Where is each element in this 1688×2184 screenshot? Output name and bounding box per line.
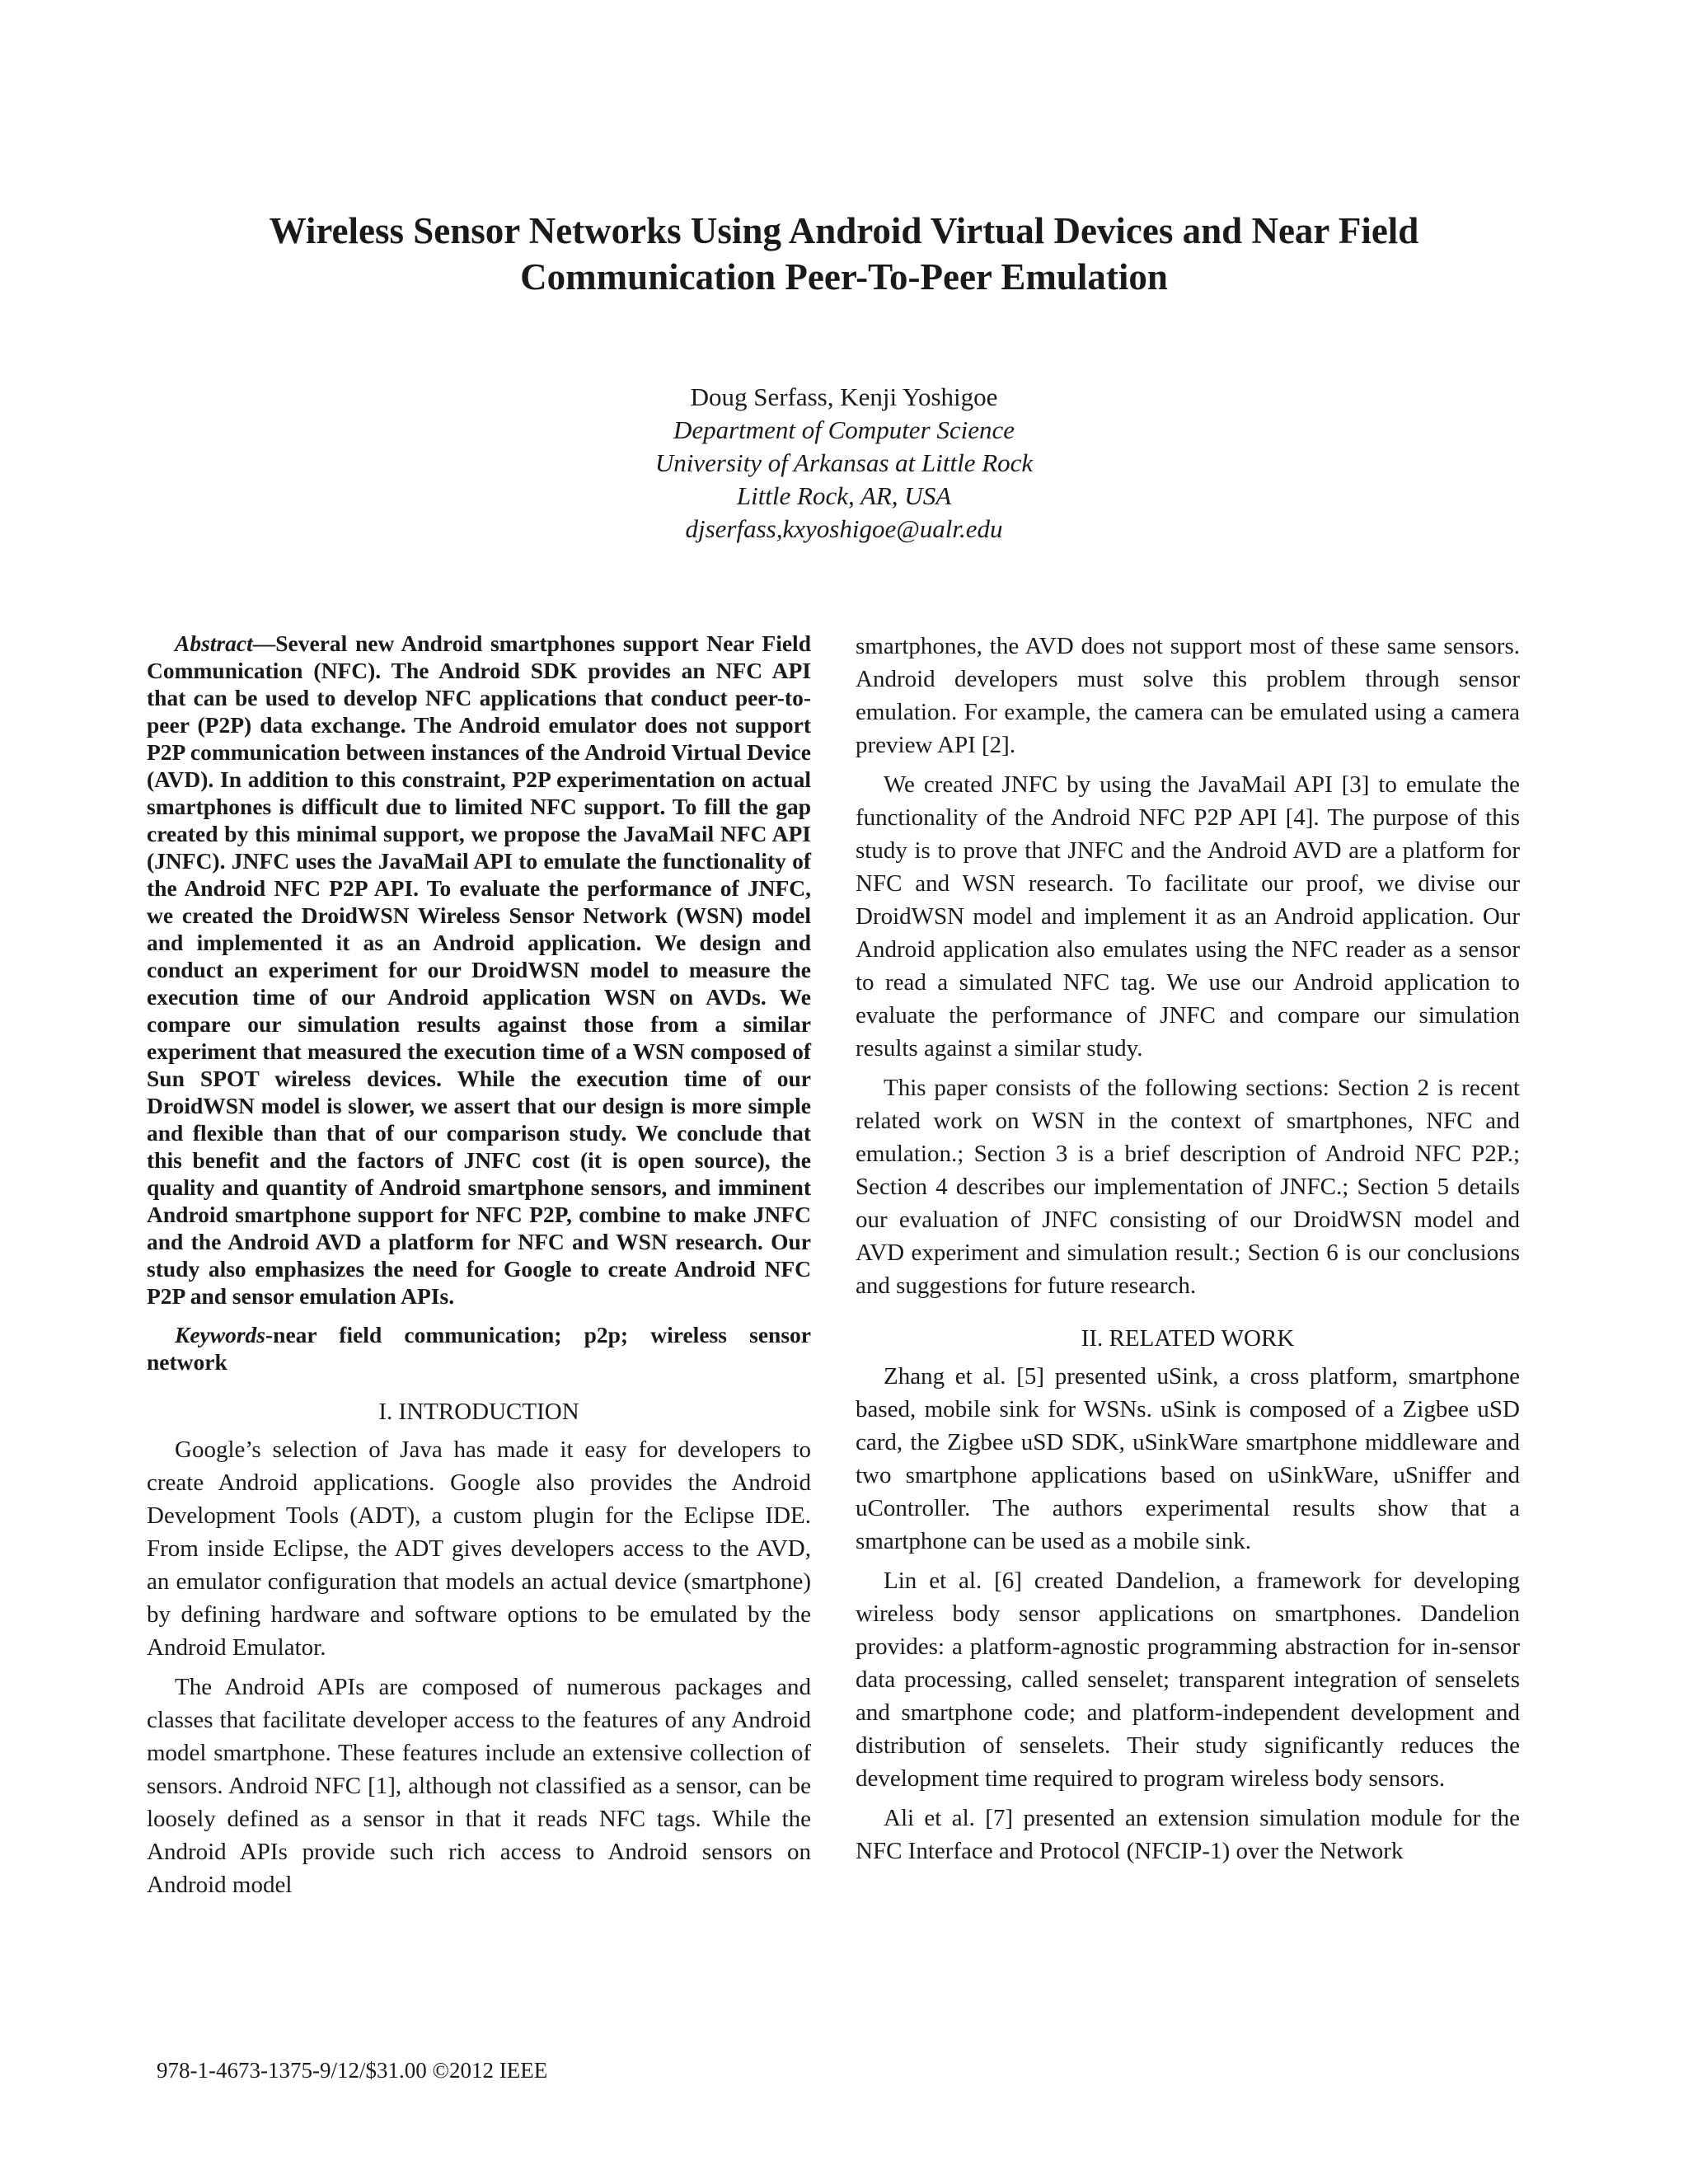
author-email: djserfass,kxyoshigoe@ualr.edu bbox=[685, 514, 1003, 543]
intro-paragraph-2: The Android APIs are composed of numerous packages and classes that facilitate developer access to the features of any Android model smartphone. These features include an extensive collection of sensors. Android NFC [1], although not classified as a sensor, can be loosely defined as a sensor in that it reads NFC tags. While the Android APIs provide such rich access to Android sensors on Android model bbox=[147, 1674, 811, 1898]
title-line-1: Wireless Sensor Networks Using Android Virtual Devices and Near Field bbox=[269, 210, 1419, 251]
copyright-footer: 978-1-4673-1375-9/12/$31.00 ©2012 IEEE bbox=[157, 2058, 548, 2083]
left-column bbox=[147, 630, 811, 1901]
author-department: Department of Computer Science bbox=[673, 415, 1015, 444]
section-numeral: II. bbox=[1081, 1325, 1109, 1352]
author-location: Little Rock, AR, USA bbox=[736, 481, 952, 510]
intro-paragraph-4: This paper consists of the following sections: Section 2 is recent related work on WSN in the context of smartphones, NFC and emulation.; Section 3 is a brief description of Android NFC P2P.; Section 4 describes our implementation of JNFC.; Section 5 details our evaluation of JNFC consisting of our DroidWSN model and AVD experiment and simulation result.; Section 6 is our conclusions and suggestions for future research. bbox=[856, 1075, 1520, 1299]
author-names: Doug Serfass, Kenji Yoshigoe bbox=[690, 382, 998, 411]
intro-paragraph-3: We created JNFC by using the JavaMail API [3] to emulate the functionality of the Android NFC P2P API [4]. The purpose of this study is to prove that JNFC and the Android AVD are a platform for NFC and WSN research. To facilitate our proof, we divise our DroidWSN model and implement it as an Android application. Our Android application also emulates using the NFC reader as a sensor to read a simulated NFC tag. We use our Android application to evaluate the performance of JNFC and compare our simulation results against a similar study. bbox=[856, 771, 1520, 1062]
related-paragraph-2: Lin et al. [6] created Dandelion, a framework for developing wireless body sensor applications on smartphones. Dandelion provides: a platform-agnostic programming abstraction for in-sensor data processing, called senselet; transparent integration of senselets and smartphone code; and platform-independent development and distribution of senselets. Their study significantly reduces the development time required to program wireless body sensors. bbox=[856, 1568, 1520, 1792]
section-rest: ORK bbox=[1244, 1325, 1295, 1352]
intro-paragraph-2-continued: smartphones, the AVD does not support most of these same sensors. Android developers must solve this problem through sensor emulation. For example, the camera can be emulated using a camera preview API [2]. bbox=[856, 633, 1520, 758]
section-cap: I bbox=[398, 1399, 407, 1425]
title-line-2: Communication Peer-To-Peer Emulation bbox=[520, 256, 1168, 298]
intro-paragraph-1: Google’s selection of Java has made it easy for developers to create Android applications. Google also provides the Android Development Tools (ADT), a custom plugin for the Eclipse IDE. From inside Eclipse, the ADT gives developers access to the AVD, an emulator configuration that models an actual device (smartphone) by defining hardware and software options to be emulated by the Android Emulator. bbox=[147, 1436, 811, 1661]
related-paragraph-1: Zhang et al. [5] presented uSink, a cross platform, smartphone based, mobile sink for WSNs. uSink is composed of a Zigbee uSD card, the Zigbee uSD SDK, uSinkWare smartphone middleware and two smartphone applications based on uSinkWare, uSniffer and uController. The authors experimental results show that a smartphone can be used as a mobile sink. bbox=[856, 1363, 1520, 1554]
section-rest: ELATED bbox=[1124, 1325, 1221, 1352]
abstract bbox=[147, 630, 811, 1310]
related-paragraph-3: Ali et al. [7] presented an extension simulation module for the NFC Interface and Protocol (NFCIP-1) over the Network bbox=[856, 1805, 1520, 1864]
section-rest: NTRODUCTION bbox=[406, 1399, 579, 1425]
paper-title bbox=[165, 208, 1523, 300]
keywords-body: -near field communication; p2p; wireless sensor network bbox=[147, 1322, 811, 1375]
section-heading-related-work bbox=[856, 1322, 1520, 1355]
keywords bbox=[147, 1321, 811, 1376]
section-cap: W bbox=[1221, 1325, 1245, 1352]
section-cap: R bbox=[1109, 1325, 1125, 1352]
author-block bbox=[432, 381, 1256, 546]
abstract-body: —Several new Android smartphones support Near Field Communication (NFC). The Android SDK provides an NFC API that can be used to develop NFC applications that conduct peer-to-peer (P2P) data exchange. The Android emulator does not support P2P communication between instances of the Android Virtual Device (AVD). In addition to this constraint, P2P experimentation on actual smartphones is difficult due to limited NFC support. To fill the gap created by this minimal support, we propose the JavaMail NFC API (JNFC). JNFC uses the JavaMail API to emulate the functionality of the Android NFC P2P API. To evaluate the performance of JNFC, we created the DroidWSN Wireless Sensor Network (WSN) model and implemented it as an Android application. We design and conduct an experiment for our DroidWSN model to measure the execution time of our Android application WSN on AVDs. We compare our simulation results against those from a similar experiment that measured the execution time of a WSN composed of Sun SPOT wireless devices. While the execution time of our DroidWSN model is slower, we assert that our design is more simple and flexible than that of our comparison study. We conclude that this benefit and the factors of JNFC cost (it is open source), the quality and quantity of Android smartphone sensors, and imminent Android smartphone support for NFC P2P, combine to make JNFC and the Android AVD a platform for NFC and WSN research. Our study also emphasizes the need for Google to create Android NFC P2P and sensor emulation APIs. bbox=[147, 630, 811, 1309]
abstract-lead: Abstract bbox=[175, 630, 253, 656]
right-column bbox=[856, 630, 1520, 1868]
section-numeral: I. bbox=[378, 1399, 399, 1425]
section-heading-introduction bbox=[147, 1395, 811, 1428]
keywords-lead: Keywords bbox=[175, 1322, 265, 1347]
author-university: University of Arkansas at Little Rock bbox=[654, 448, 1034, 477]
